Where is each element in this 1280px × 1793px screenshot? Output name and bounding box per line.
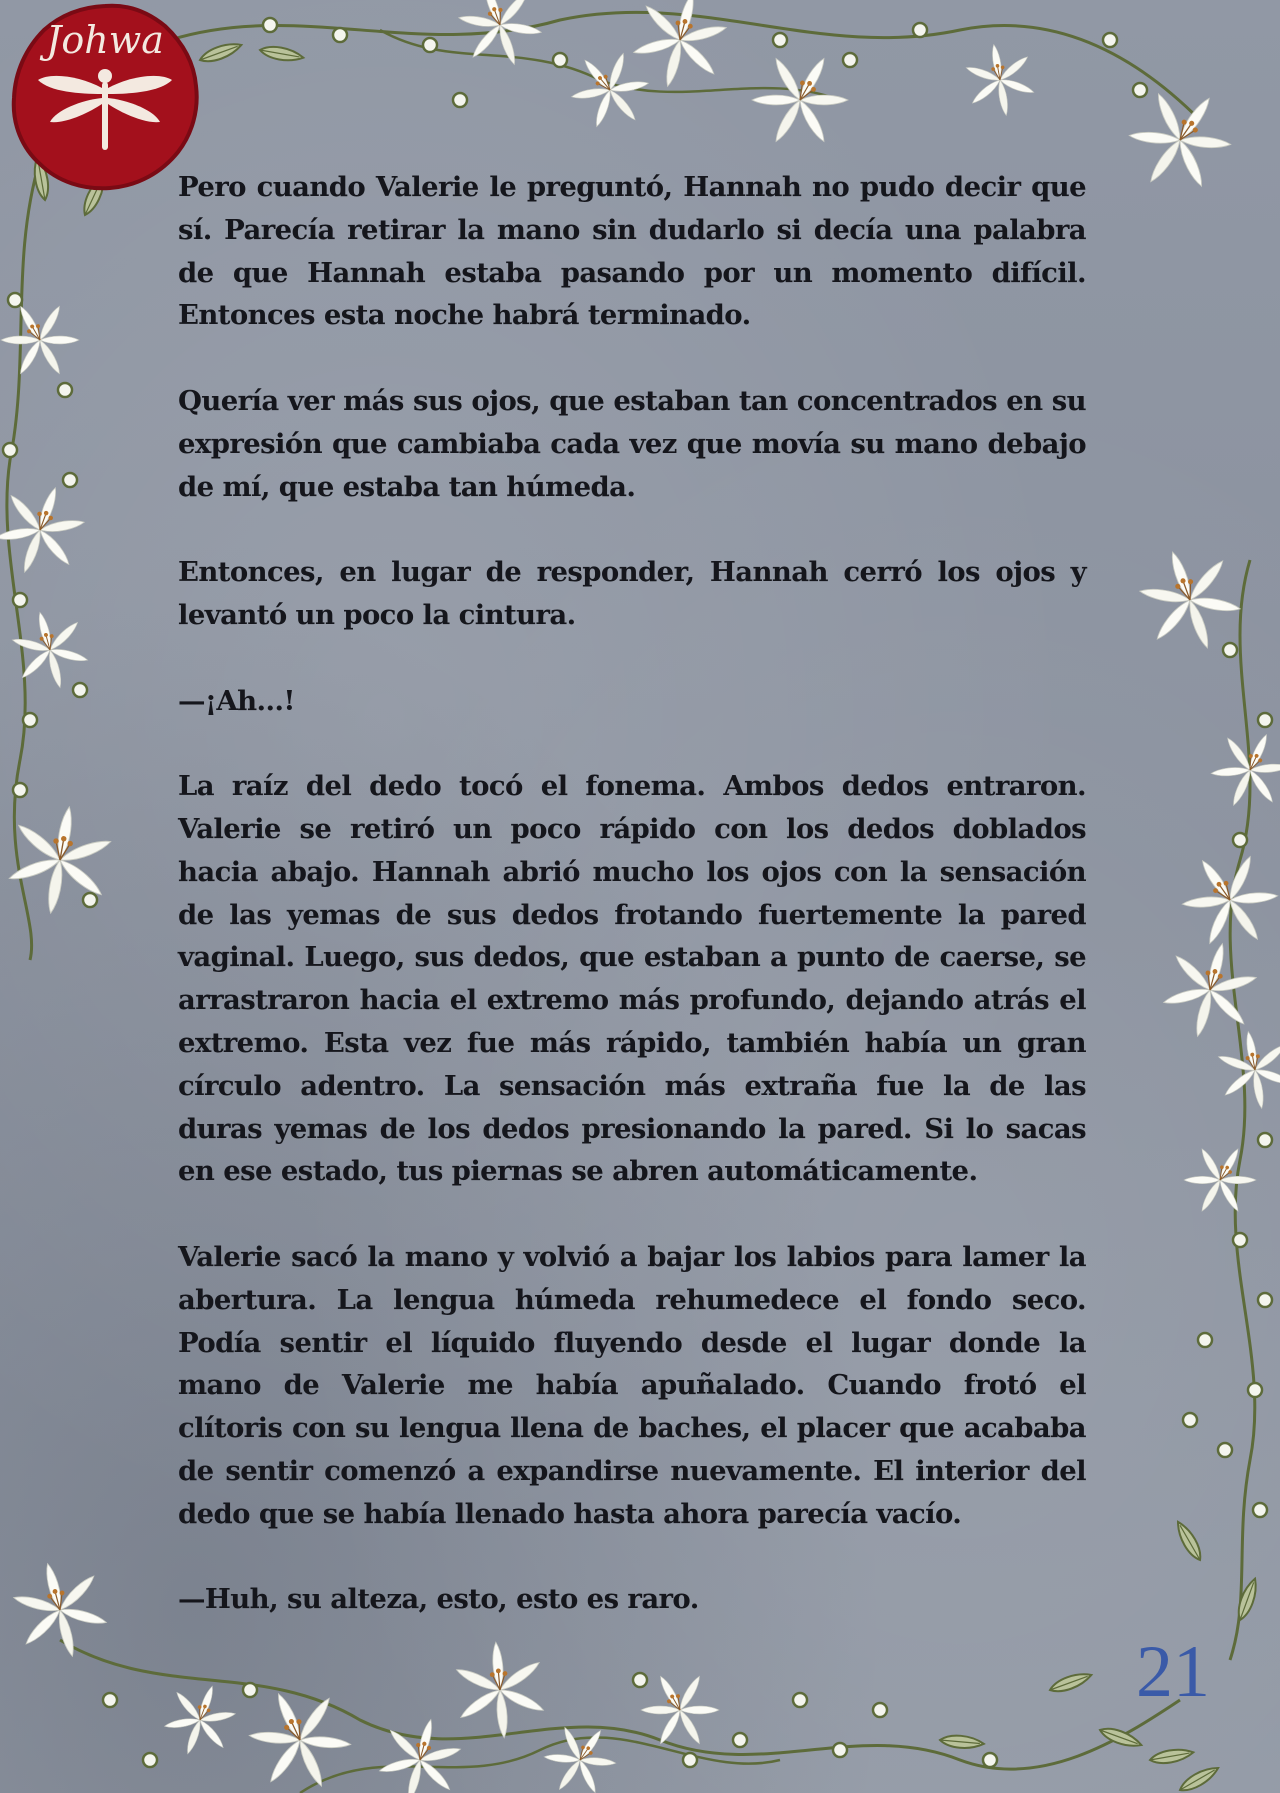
paragraph: Pero cuando Valerie le preguntó, Hannah no pudo decir que sí. Parecía retirar la mano sin dudarlo si decía una palabra de que Hannah estaba pasando por un momento difícil. Entonces esta noche habrá terminado. (178, 171, 1086, 332)
page-number: 21 (1136, 1631, 1210, 1713)
dialogue-line: —Huh, su alteza, esto, esto es raro. (178, 1583, 699, 1616)
story-text (178, 166, 1086, 1664)
paragraph: Valerie sacó la mano y volvió a bajar los labios para lamer la abertura. La lengua húmeda rehumedece el fondo seco. Podía sentir el líquido fluyendo desde el lugar donde la mano de Valerie me había apuñalado. Cuando frotó el clítoris con su lengua llena de baches, el placer que acababa de sentir comenzó a expandirse nuevamente. El interior del dedo que se había llenado hasta ahora parecía vacío. (178, 1240, 1086, 1530)
paragraph: Entonces, en lugar de responder, Hannah cerró los ojos y levantó un poco la cintura. (178, 556, 1086, 631)
publisher-logo (10, 2, 200, 192)
paragraph: La raíz del dedo tocó el fonema. Ambos dedos entraron. Valerie se retiró un poco rápido con los dedos doblados hacia abajo. Hannah abrió mucho los ojos con la sensación de las yemas de sus dedos frotando fuertemente la pared vaginal. Luego, sus dedos, que estaban a punto de caerse, se arrastraron hacia el extremo más profundo, dejando atrás el extremo. Esta vez fue más rápido, también había un gran círculo adentro. La sensación más extraña fue la de las duras yemas de los dedos presionando la pared. Si lo sacas en ese estado, tus piernas se abren automáticamente. (178, 770, 1086, 1188)
dialogue-line: —¡Ah…! (178, 684, 295, 717)
logo-text: Johwa (46, 18, 164, 62)
paragraph: Quería ver más sus ojos, que estaban tan concentrados en su expresión que cambiaba cada vez que movía su mano debajo de mí, que estaba tan húmeda. (178, 384, 1086, 503)
